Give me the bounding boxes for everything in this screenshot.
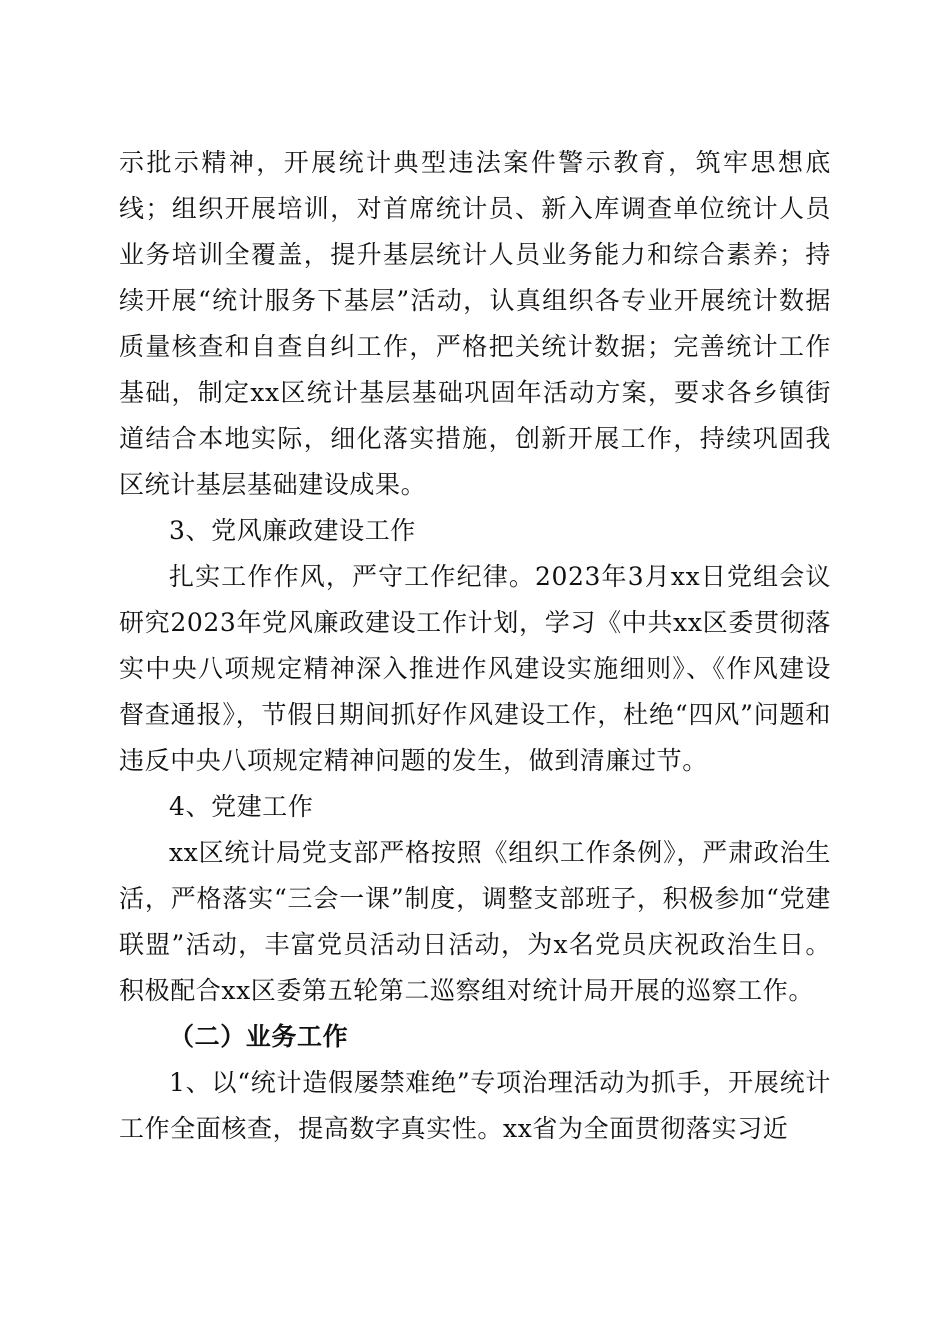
section-heading-party-conduct: 3、党风廉政建设工作 [169,516,416,545]
paragraph-business-work: 1、以“统计造假屡禁难绝”专项治理活动为抓手，开展统计工作全面核查，提高数字真实性。xx省为全面贯彻落实习近 [119,1068,831,1143]
section-heading-business-work: （二）业务工作 [169,1022,349,1051]
paragraph-party-building: xx区统计局党支部严格按照《组织工作条例》，严肃政治生活，严格落实“三会一课”制度，调整支部班子，积极参加“党建联盟”活动，丰富党员活动日活动，为x名党员庆祝政治生日。积极配合xx区委第五轮第二巡察组对统计局开展的巡察工作。 [119,838,831,1005]
document-body [119,140,831,1152]
paragraph-party-conduct: 扎实工作作风，严守工作纪律。2023年3月xx日党组会议研究2023年党风廉政建设工作计划，学习《中共xx区委贯彻落实中央八项规定精神深入推进作风建设实施细则》、《作风建设督查通报》，节假日期间抓好作风建设工作，杜绝“四风”问题和违反中央八项规定精神问题的发生，做到清廉过节。 [119,562,831,775]
paragraph-continued: 示批示精神，开展统计典型违法案件警示教育，筑牢思想底线；组织开展培训，对首席统计员、新入库调查单位统计人员业务培训全覆盖，提升基层统计人员业务能力和综合素养；持续开展“统计服务下基层”活动，认真组织各专业开展统计数据质量核查和自查自纠工作，严格把关统计数据；完善统计工作基础，制定xx区统计基层基础巩固年活动方案，要求各乡镇街道结合本地实际，细化落实措施，创新开展工作，持续巩固我区统计基层基础建设成果。 [119,148,831,499]
section-heading-party-building: 4、党建工作 [169,792,314,821]
